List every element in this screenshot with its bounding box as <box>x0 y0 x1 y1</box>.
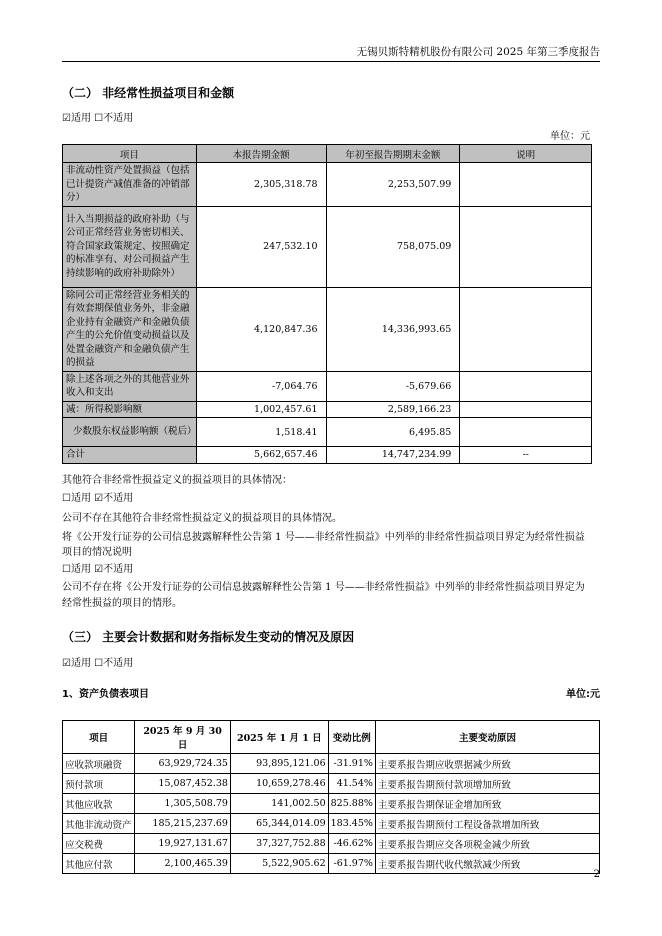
applicable-checkbox[interactable]: ☐适用 <box>62 564 91 575</box>
col-header-note: 说明 <box>460 145 592 163</box>
row-change: 825.88% <box>328 794 375 814</box>
row-note <box>460 163 592 207</box>
row-item: 非流动性资产处置损益（包括已计提资产减值准备的冲销部分） <box>63 163 197 207</box>
row-item: 除同公司正常经营业务相关的有效套期保值业务外，非金融企业持有金融资产和金融负债产生的公允价值变动损益以及处置金融资产和金融负债产生的损益 <box>63 287 197 371</box>
applicable-checkbox[interactable]: ☑适用 <box>62 658 91 669</box>
row-ytd: -5,679.66 <box>326 371 460 401</box>
row-current: 2,305,318.78 <box>196 163 326 207</box>
row-ytd: 6,495.85 <box>326 418 460 447</box>
row-item: 计入当期损益的政府补助（与公司正常经营业务密切相关、符合国家政策规定、按照确定的标准享有、对公司损益产生持续影响的政府补助除外） <box>63 206 197 287</box>
other-items-applicability <box>62 492 133 506</box>
header-text: 无锡贝斯特精机股份有限公司 2025 年第三季度报告 <box>356 46 600 58</box>
reclass-label: 将《公开发行证券的公司信息披露解释性公告第 1 号——非经常性损益》中列举的非经常性损益项目界定为经常性损益项目的情况说明 <box>62 532 585 558</box>
row-current: 1,002,457.61 <box>196 401 326 418</box>
col-header-ytd: 年初至报告期期末金额 <box>326 145 460 163</box>
row-ytd: 14,336,993.65 <box>326 287 460 371</box>
row-note <box>460 206 592 287</box>
row-end: 15,087,452.38 <box>135 774 231 794</box>
row-change: -61.97% <box>328 854 375 874</box>
row-change: 183.45% <box>328 814 375 834</box>
row-current: 4,120,847.36 <box>196 287 326 371</box>
row-note <box>460 371 592 401</box>
row-end: 63,929,724.35 <box>135 754 231 774</box>
row-reason: 主要系报告期预付款项增加所致 <box>375 774 599 794</box>
row-end: 19,927,131.67 <box>135 834 231 854</box>
section2-title: （二） 非经常性损益项目和金额 <box>62 86 235 100</box>
table-row <box>63 287 592 371</box>
row-change: -31.91% <box>328 754 375 774</box>
row-item: 其他应付款 <box>63 854 135 874</box>
col-header-item: 项目 <box>63 721 135 754</box>
reclass-statement: 公司不存在将《公开发行证券的公司信息披露解释性公告第 1 号——非经常性损益》中列举的非经常性损益项目界定为经常性损益的项目的情形。 <box>62 582 585 609</box>
applicable-checkbox[interactable]: ☑适用 <box>62 113 91 124</box>
col-header-reason: 主要变动原因 <box>375 721 599 754</box>
row-item: 其他非流动资产 <box>63 814 135 834</box>
row-item: 应收款项融资 <box>63 754 135 774</box>
row-change: -46.62% <box>328 834 375 854</box>
table-row <box>63 206 592 287</box>
col-header-change: 变动比例 <box>328 721 375 754</box>
section3-subtitle: 1、资产负债表项目 <box>62 689 149 700</box>
section3-unit: 单位:元 <box>566 689 600 700</box>
row-note <box>460 401 592 418</box>
row-start: 93,895,121.06 <box>230 754 328 774</box>
page-header <box>62 44 600 62</box>
row-ytd: 2,589,166.23 <box>326 401 460 418</box>
row-item: 其他应收款 <box>63 794 135 814</box>
row-note <box>460 418 592 447</box>
row-ytd: 14,747,234.99 <box>326 447 460 464</box>
not-applicable-checkbox[interactable]: ☐不适用 <box>94 658 134 669</box>
row-current: 5,662,657.46 <box>196 447 326 464</box>
col-header-current: 本报告期金额 <box>196 145 326 163</box>
col-header-end-date: 2025 年 9 月 30 日 <box>135 721 231 754</box>
row-note: -- <box>460 447 592 464</box>
not-applicable-checkbox[interactable]: ☑不适用 <box>94 564 134 575</box>
table-row <box>63 794 600 814</box>
row-item: 除上述各项之外的其他营业外收入和支出 <box>63 371 197 401</box>
row-note <box>460 287 592 371</box>
row-ytd: 758,075.09 <box>326 206 460 287</box>
row-end: 2,100,465.39 <box>135 854 231 874</box>
row-reason: 主要系报告期应收票据减少所致 <box>375 754 599 774</box>
not-applicable-checkbox[interactable]: ☑不适用 <box>94 493 134 504</box>
section3-applicability <box>62 657 133 671</box>
table-row <box>63 814 600 834</box>
table-row <box>63 447 592 464</box>
table-row <box>63 371 592 401</box>
applicable-checkbox[interactable]: ☐适用 <box>62 493 91 504</box>
table-header-row <box>63 145 592 163</box>
table-row <box>63 754 600 774</box>
row-item: 减：所得税影响额 <box>63 401 197 418</box>
row-start: 10,659,278.46 <box>230 774 328 794</box>
row-start: 5,522,905.62 <box>230 854 328 874</box>
table-row <box>63 418 592 447</box>
row-start: 141,002.50 <box>230 794 328 814</box>
table-row <box>63 774 600 794</box>
row-current: 247,532.10 <box>196 206 326 287</box>
row-current: -7,064.76 <box>196 371 326 401</box>
table-row <box>63 834 600 854</box>
not-applicable-checkbox[interactable]: ☐不适用 <box>94 113 134 124</box>
row-change: 41.54% <box>328 774 375 794</box>
table-row <box>63 854 600 874</box>
row-item: 少数股东权益影响额（税后） <box>63 418 197 447</box>
section2-applicability <box>62 112 133 126</box>
other-items-label: 其他符合非经常性损益定义的损益项目的具体情况： <box>62 475 292 486</box>
reclass-applicability <box>62 563 133 577</box>
row-end: 185,215,237.69 <box>135 814 231 834</box>
col-header-start-date: 2025 年 1 月 1 日 <box>230 721 328 754</box>
section3-title: （三） 主要会计数据和财务指标发生变动的情况及原因 <box>62 630 355 644</box>
table-header-row <box>63 721 600 754</box>
row-ytd: 2,253,507.99 <box>326 163 460 207</box>
row-reason: 主要系报告期代收代缴款减少所致 <box>375 854 599 874</box>
row-current: 1,518.41 <box>196 418 326 447</box>
page-number: 2 <box>593 869 600 880</box>
row-reason: 主要系报告期保证金增加所致 <box>375 794 599 814</box>
table-row <box>63 163 592 207</box>
row-item: 应交税费 <box>63 834 135 854</box>
col-header-item: 项目 <box>63 145 197 163</box>
row-start: 37,327,752.88 <box>230 834 328 854</box>
row-reason: 主要系报告期预付工程设备款增加所致 <box>375 814 599 834</box>
balance-sheet-changes-table <box>62 720 600 874</box>
row-start: 65,344,014.09 <box>230 814 328 834</box>
row-reason: 主要系报告期应交各项税金减少所致 <box>375 834 599 854</box>
table-row <box>63 401 592 418</box>
section2-unit: 单位：元 <box>550 131 590 142</box>
row-end: 1,305,508.79 <box>135 794 231 814</box>
row-item: 合计 <box>63 447 197 464</box>
non-recurring-gains-table <box>62 144 592 464</box>
other-items-statement: 公司不存在其他符合非经常性损益定义的损益项目的具体情况。 <box>62 513 342 524</box>
row-item: 预付款项 <box>63 774 135 794</box>
